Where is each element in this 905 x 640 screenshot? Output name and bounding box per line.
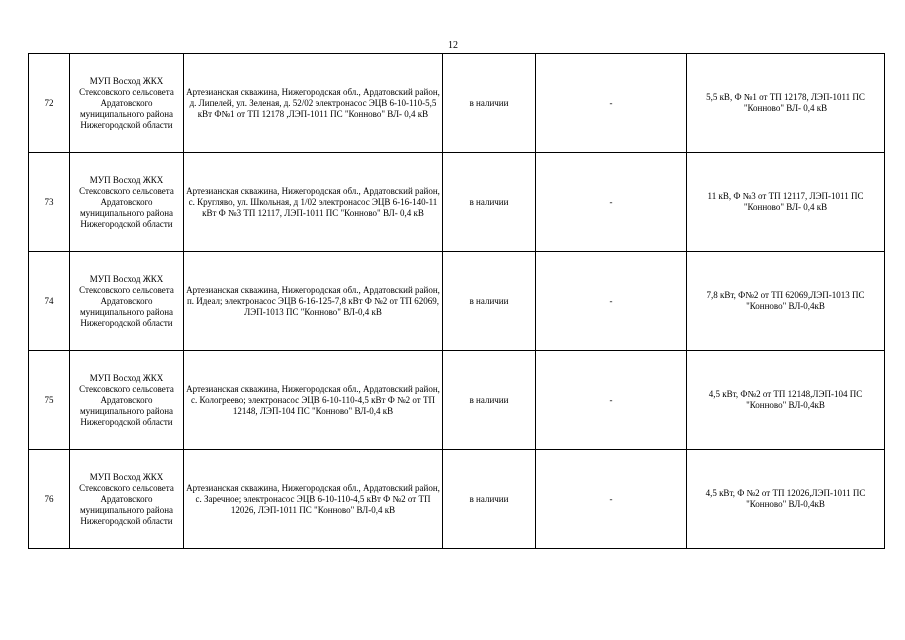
row-number: 72 — [29, 54, 70, 153]
object-cell: Артезианская скважина, Нижегородская обл., Ардатовский район, с. Заречное; электронасос ЭЦВ 6-10-110-4,5 кВт Ф №2 от ТП 12026, ЛЭП-1011 ПС "Конново" ВЛ-0,4 кВ — [184, 450, 443, 549]
power-cell: 5,5 кВ, Ф №1 от ТП 12178, ЛЭП-1011 ПС "Конново" ВЛ- 0,4 кВ — [687, 54, 885, 153]
owner-cell: МУП Восход ЖКХ Стексовского сельсовета Ардатовского муниципального района Нижегородской области — [70, 450, 184, 549]
owner-cell: МУП Восход ЖКХ Стексовского сельсовета Ардатовского муниципального района Нижегородской области — [70, 351, 184, 450]
object-cell: Артезианская скважина, Нижегородская обл., Ардатовский район, п. Идеал; электронасос ЭЦВ 6-16-125-7,8 кВт Ф №2 от ТП 62069, ЛЭП-1013 ПС "Конново" ВЛ-0,4 кВ — [184, 252, 443, 351]
table-row — [29, 252, 885, 351]
row-number: 74 — [29, 252, 70, 351]
registry-table — [28, 53, 885, 549]
empty-value-cell: - — [536, 153, 687, 252]
empty-value-cell: - — [536, 351, 687, 450]
empty-value-cell: - — [536, 252, 687, 351]
row-number: 75 — [29, 351, 70, 450]
status-cell: в наличии — [443, 351, 536, 450]
table-row — [29, 54, 885, 153]
empty-value-cell: - — [536, 450, 687, 549]
power-cell: 4,5 кВт, Ф№2 от ТП 12148,ЛЭП-104 ПС "Конново" ВЛ-0,4кВ — [687, 351, 885, 450]
owner-cell: МУП Восход ЖКХ Стексовского сельсовета Ардатовского муниципального района Нижегородской области — [70, 153, 184, 252]
page-number: 12 — [448, 40, 458, 51]
empty-value-cell: - — [536, 54, 687, 153]
row-number: 73 — [29, 153, 70, 252]
power-cell: 4,5 кВт, Ф №2 от ТП 12026,ЛЭП-1011 ПС "Конново" ВЛ-0,4кВ — [687, 450, 885, 549]
table-row — [29, 450, 885, 549]
table-row — [29, 153, 885, 252]
object-cell: Артезианская скважина, Нижегородская обл., Ардатовский район, д. Липелей, ул. Зеленая, д. 52/02 электронасос ЭЦВ 6-10-110-5,5 кВт Ф№1 от ТП 12178 ,ЛЭП-1011 ПС "Конново" ВЛ- 0,4 кВ — [184, 54, 443, 153]
status-cell: в наличии — [443, 54, 536, 153]
row-number: 76 — [29, 450, 70, 549]
object-cell: Артезианская скважина, Нижегородская обл., Ардатовский район, с. Кругляво, ул. Школьная, д 1/02 электронасос ЭЦВ 6-16-140-11 кВт Ф №3 ТП 12117, ЛЭП-1011 ПС "Конново" ВЛ- 0,4 кВ — [184, 153, 443, 252]
owner-cell: МУП Восход ЖКХ Стексовского сельсовета Ардатовского муниципального района Нижегородской области — [70, 252, 184, 351]
status-cell: в наличии — [443, 153, 536, 252]
power-cell: 11 кВ, Ф №3 от ТП 12117, ЛЭП-1011 ПС "Конново" ВЛ- 0,4 кВ — [687, 153, 885, 252]
owner-cell: МУП Восход ЖКХ Стексовского сельсовета Ардатовского муниципального района Нижегородской области — [70, 54, 184, 153]
status-cell: в наличии — [443, 450, 536, 549]
object-cell: Артезианская скважина, Нижегородская обл., Ардатовский район, с. Кологреево; электронасос ЭЦВ 6-10-110-4,5 кВт Ф №2 от ТП 12148, ЛЭП-104 ПС "Конново" ВЛ-0,4 кВ — [184, 351, 443, 450]
status-cell: в наличии — [443, 252, 536, 351]
power-cell: 7,8 кВт, Ф№2 от ТП 62069,ЛЭП-1013 ПС "Конново" ВЛ-0,4кВ — [687, 252, 885, 351]
table-row — [29, 351, 885, 450]
